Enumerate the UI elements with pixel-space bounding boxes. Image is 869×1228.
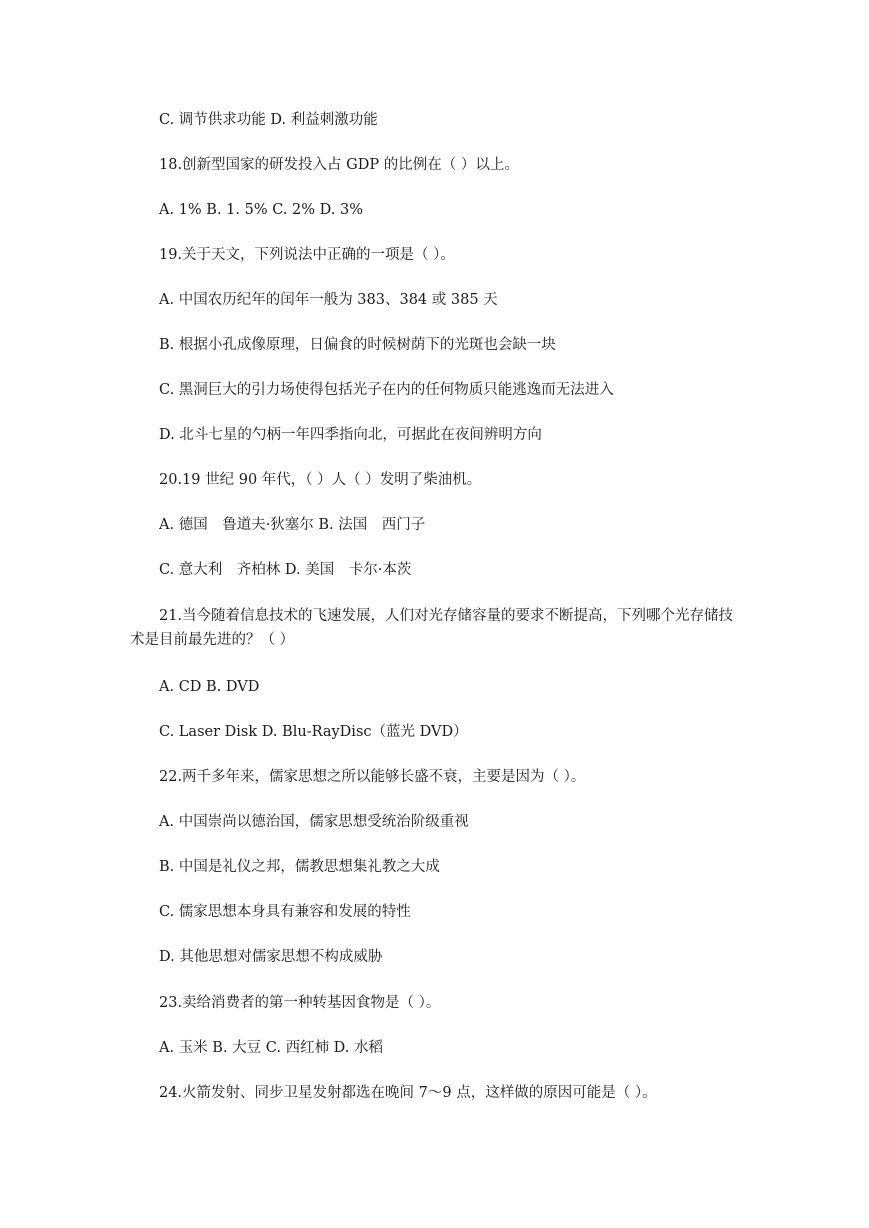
question-24: 24.火箭发射、同步卫星发射都选在晚间 7～9 点，这样做的原因可能是（ ）。 (159, 1085, 657, 1101)
question-19: 19.关于天文，下列说法中正确的一项是（ ）。 (159, 247, 455, 263)
option-line: D. 北斗七星的勺柄一年四季指向北，可据此在夜间辨明方向 (159, 427, 542, 443)
option-line: C. 意大利 齐柏林 D. 美国 卡尔·本茨 (159, 562, 412, 578)
option-line: A. 玉米 B. 大豆 C. 西红柿 D. 水稻 (159, 1040, 384, 1056)
option-line: B. 中国是礼仪之邦，儒教思想集礼教之大成 (159, 859, 440, 875)
question-20: 20.19 世纪 90 年代，（ ）人（ ）发明了柴油机。 (159, 472, 482, 488)
option-line: C. 儒家思想本身具有兼容和发展的特性 (159, 904, 411, 920)
option-line: D. 其他思想对儒家思想不构成威胁 (159, 949, 383, 965)
option-line: A. 中国农历纪年的闰年一般为 383、384 或 385 天 (159, 292, 498, 308)
question-22: 22.两千多年来，儒家思想之所以能够长盛不衰，主要是因为（ ）。 (159, 769, 586, 785)
option-line: A. 1% B. 1. 5% C. 2% D. 3% (159, 202, 363, 218)
option-line: A. 中国崇尚以德治国，儒家思想受统治阶级重视 (159, 814, 469, 830)
option-line: A. CD B. DVD (159, 679, 260, 695)
question-21: 21.当今随着信息技术的飞速发展，人们对光存储容量的要求不断提高，下列哪个光存储技术是目前最先进的？（ ） (130, 608, 734, 648)
option-line: C. Laser Disk D. Blu-RayDisc（蓝光 DVD） (159, 724, 468, 740)
option-line: C. 调节供求功能 D. 利益刺激功能 (159, 112, 378, 128)
question-23: 23.卖给消费者的第一种转基因食物是（ ）。 (159, 995, 441, 1011)
option-line: B. 根据小孔成像原理，日偏食的时候树荫下的光斑也会缺一块 (159, 337, 556, 353)
question-18: 18.创新型国家的研发投入占 GDP 的比例在（ ）以上。 (159, 157, 519, 173)
option-line: C. 黑洞巨大的引力场使得包括光子在内的任何物质只能逃逸而无法进入 (159, 382, 614, 398)
option-line: A. 德国 鲁道夫·狄塞尔 B. 法国 西门子 (159, 517, 426, 533)
